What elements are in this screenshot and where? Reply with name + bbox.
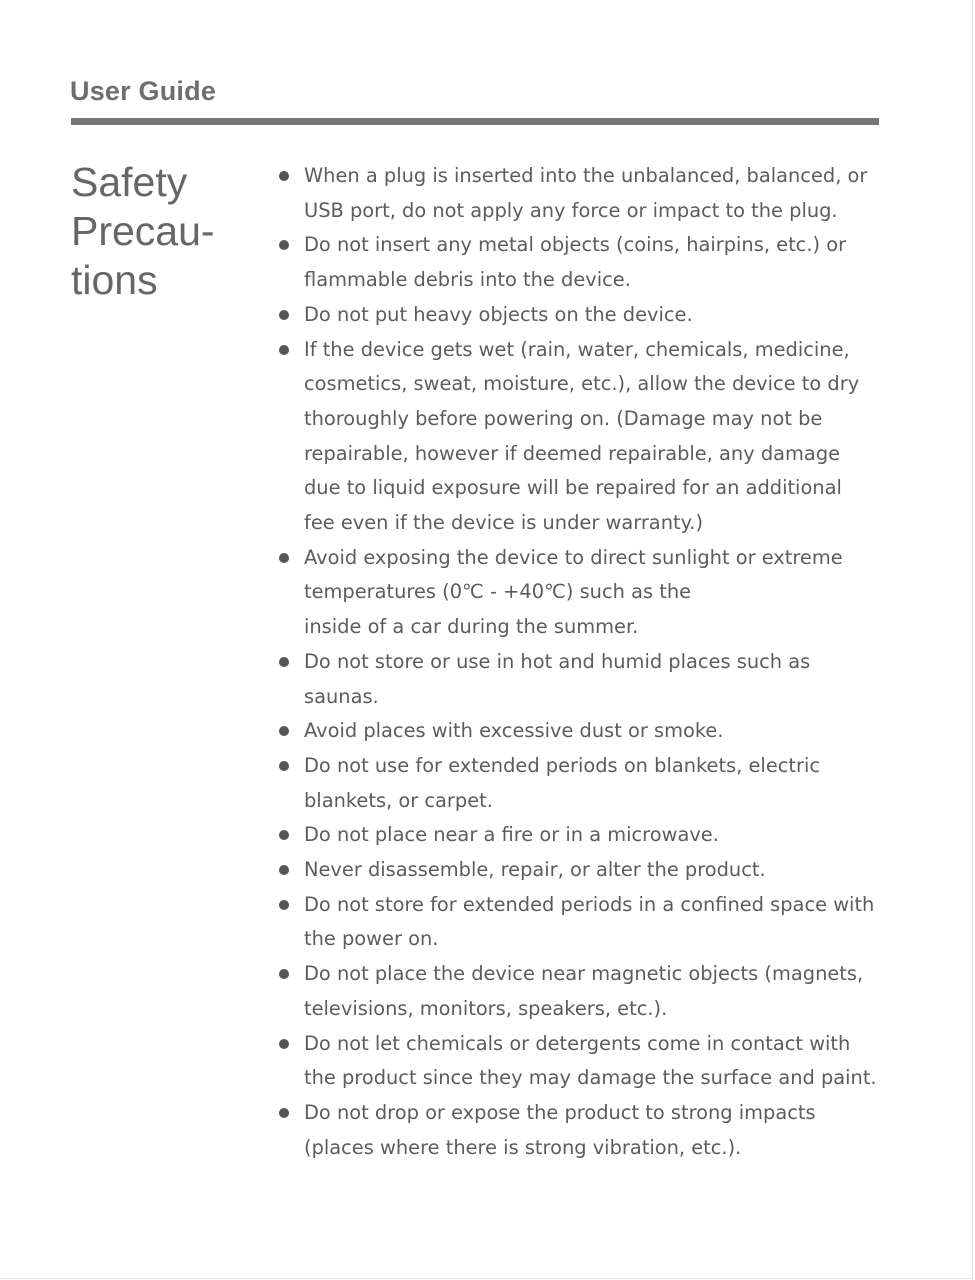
precaution-item xyxy=(278,1096,890,1165)
precaution-text: Do not let chemicals or detergents come in contact with the product since they may damage the surface and paint. xyxy=(304,1031,877,1090)
precaution-text: When a plug is inserted into the unbalanced, balanced, or USB port, do not apply any force or impact to the plug. xyxy=(304,164,868,222)
bullet-icon xyxy=(279,761,289,771)
bullet-icon xyxy=(279,969,289,979)
bullet-icon xyxy=(279,240,289,250)
precaution-item xyxy=(278,957,890,1026)
section-title-line: Safety xyxy=(71,159,188,205)
section-title xyxy=(71,158,261,305)
precaution-text: Do not use for extended periods on blankets, electric blankets, or carpet. xyxy=(304,753,821,812)
precaution-text: If the device gets wet (rain, water, chemicals, medicine, cosmetics, sweat, moisture, etc.), allow the device to dry thoroughly before powering on. (Damage may not be repairable, however if deemed repairable, any damage due to liquid exposure will be repaired for an additional fee even if the device is under warranty.) xyxy=(304,337,860,535)
bullet-icon xyxy=(279,830,289,840)
precaution-item xyxy=(278,888,890,957)
bullet-icon xyxy=(279,657,289,667)
section-title-line: Precau- xyxy=(71,208,215,254)
header-divider xyxy=(71,118,879,125)
precautions-list xyxy=(278,159,890,1165)
precaution-item xyxy=(278,159,890,228)
precaution-item xyxy=(278,853,890,888)
precaution-item xyxy=(278,1027,890,1096)
precaution-text: Do not place near a fire or in a microwave. xyxy=(304,823,719,847)
bullet-icon xyxy=(279,1039,289,1049)
bullet-icon xyxy=(279,310,289,320)
precaution-text: Do not put heavy objects on the device. xyxy=(304,302,693,326)
precaution-text: Do not insert any metal objects (coins, hairpins, etc.) or flammable debris into the device. xyxy=(304,233,847,292)
precaution-item xyxy=(278,714,890,749)
section-title-line: tions xyxy=(71,257,158,303)
precaution-text: Do not store or use in hot and humid places such as saunas. xyxy=(304,649,811,708)
precaution-item xyxy=(278,333,890,541)
precaution-text: Do not drop or expose the product to strong impacts (places where there is strong vibration, etc.). xyxy=(304,1100,816,1159)
header-title: User Guide xyxy=(70,76,217,106)
precaution-text: Do not store for extended periods in a confined space with the power on. xyxy=(304,892,875,951)
bullet-icon xyxy=(279,171,289,181)
precaution-item xyxy=(278,645,890,714)
bullet-icon xyxy=(279,1108,289,1118)
bullet-icon xyxy=(279,553,289,563)
precaution-item xyxy=(278,818,890,853)
bullet-icon xyxy=(279,345,289,355)
precaution-text: Do not place the device near magnetic objects (magnets, televisions, monitors, speakers, etc.). xyxy=(304,962,864,1020)
bullet-icon xyxy=(279,900,289,910)
precaution-item xyxy=(278,749,890,818)
bullet-icon xyxy=(279,726,289,736)
precaution-text: Avoid places with excessive dust or smoke. xyxy=(304,719,724,743)
precaution-text: Never disassemble, repair, or alter the product. xyxy=(304,858,766,882)
bullet-icon xyxy=(279,865,289,875)
precaution-text: Avoid exposing the device to direct sunlight or extreme temperatures (0℃ - +40℃) such as the inside of a car during the summer. xyxy=(304,545,843,639)
precaution-item xyxy=(278,298,890,333)
precaution-item xyxy=(278,228,890,297)
precaution-item xyxy=(278,541,890,645)
